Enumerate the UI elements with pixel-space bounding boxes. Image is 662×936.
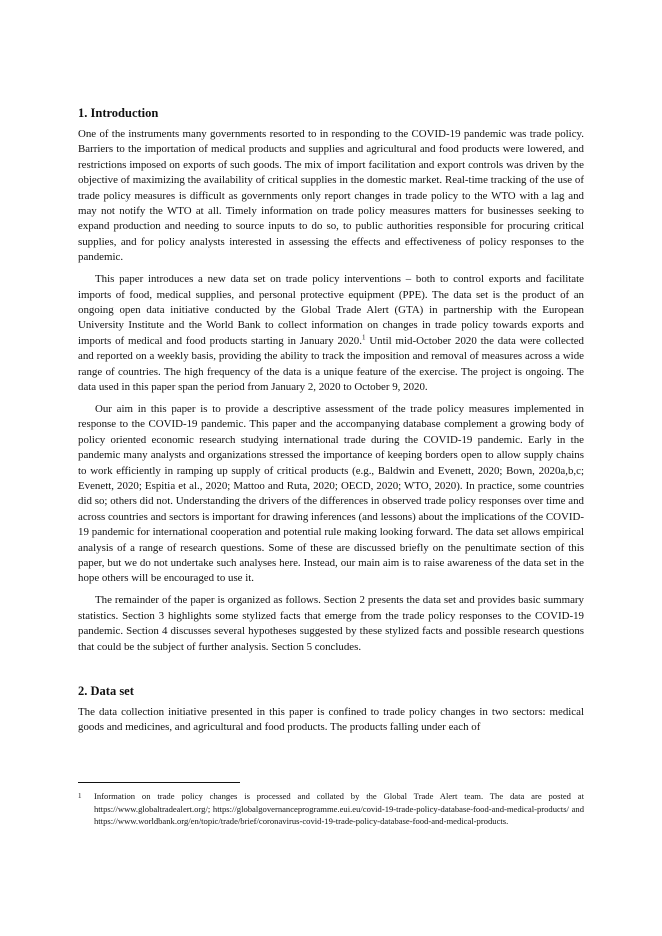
footnote-text: Information on trade policy changes is processed and collated by the Global Trade Alert team. The data are posted at https://www.globaltradealert.org/; https://globalgovernanceprogramme.eui.eu/covid-19-trade-policy-database-food-and-medical-products/ and https://www.worldbank.org/en/topic/trade/brief/coronavirus-covid-19-trade-policy-database-food-and-medical-products. bbox=[94, 791, 584, 826]
intro-paragraph-4: The remainder of the paper is organized as follows. Section 2 presents the data set and provides basic summary statistics. Section 3 highlights some stylized facts that emerge from the trade policy responses to the COVID-19 pandemic. Section 4 discusses several hypotheses suggested by these stylized facts and possible research questions that could be the subject of further analysis. Section 5 concludes. bbox=[78, 594, 584, 653]
footnote-number: 1 bbox=[78, 792, 82, 800]
intro-paragraph-1: One of the instruments many governments resorted to in responding to the COVID-19 pandemic was trade policy. Barriers to the importation of medical products and supplies and agricultural and food products were lowered, and restrictions imposed on exports of such goods. The mix of import facilitation and export controls was driven by the objective of maximizing the availability of critical supplies in the domestic market. Real-time tracking of the use of trade policy measures is difficult as governments only report changes in trade policy to the WTO with a lag and may not notify the WTO at all. Timely information on trade policy measures matters for businesses seeking to expand production and needing to source inputs to do so, to public authorities responsible for procuring critical supplies, and for policy analysts interested in assessing the effects and effectiveness of policy responses to the pandemic. bbox=[78, 128, 584, 264]
intro-paragraph-3: Our aim in this paper is to provide a descriptive assessment of the trade policy measures implemented in response to the COVID-19 pandemic. This paper and the accompanying database complement a growing body of policy oriented economic research studying international trade during the COVID-19 pandemic. Early in the pandemic many analysts and organizations stressed the importance of keeping borders open to allow supply chains to work efficiently in ramping up supply of critical products (e.g., Baldwin and Evenett, 2020; Bown, 2020a,b,c; Evenett, 2020; Espitia et al., 2020; Mattoo and Ruta, 2020; OECD, 2020; WTO, 2020). In practice, some countries did so; others did not. Understanding the drivers of the differences in observed trade policy responses over time and across countries and sectors is important for drawing inferences (and lessons) about the implications of the COVID-19 pandemic for international cooperation and potential rule making looking forward. The data set allows empirical analysis of a range of research questions. Some of these are discussed briefly on the penultimate section of this paper, but we do not undertake such analyses here. Instead, our main aim is to raise awareness of the data set in the hope others will be encouraged to use it. bbox=[78, 402, 584, 585]
footnote-separator bbox=[78, 782, 240, 783]
data-set-body bbox=[78, 705, 584, 736]
introduction-body bbox=[78, 127, 584, 655]
footnote-reference-1[interactable]: 1 bbox=[361, 333, 366, 342]
section-heading-data-set: 2. Data set bbox=[78, 684, 134, 698]
section-heading-introduction: 1. Introduction bbox=[78, 106, 159, 120]
footnote-1 bbox=[78, 790, 584, 828]
intro-paragraph-2-text-b: Until mid-October 2020 the data were collected and reported on a weekly basis, providing the ability to track the imposition and removal of measures across a wide range of countries. The high frequency of the data is a unique feature of the exercise. The project is ongoing. The data used in this paper span the period from January 2, 2020 to October 9, 2020. bbox=[78, 334, 585, 393]
data-set-paragraph-1: The data collection initiative presented in this paper is confined to trade policy changes in two sectors: medical goods and medicines, and agricultural and food products. The products falling under each of bbox=[78, 706, 584, 734]
intro-paragraph-2-text-a: This paper introduces a new data set on trade policy interventions – both to control exports and facilitate imports of food, medical supplies, and personal protective equipment (PPE). The data set is the product of an ongoing open data initiative conducted by the Global Trade Alert (GTA) in partnership with the European University Institute and the World Bank to collect information on changes in trade policy towards exports and imports of medical and food products starting in January 2020. bbox=[78, 273, 584, 347]
intro-paragraph-2 bbox=[78, 272, 584, 395]
